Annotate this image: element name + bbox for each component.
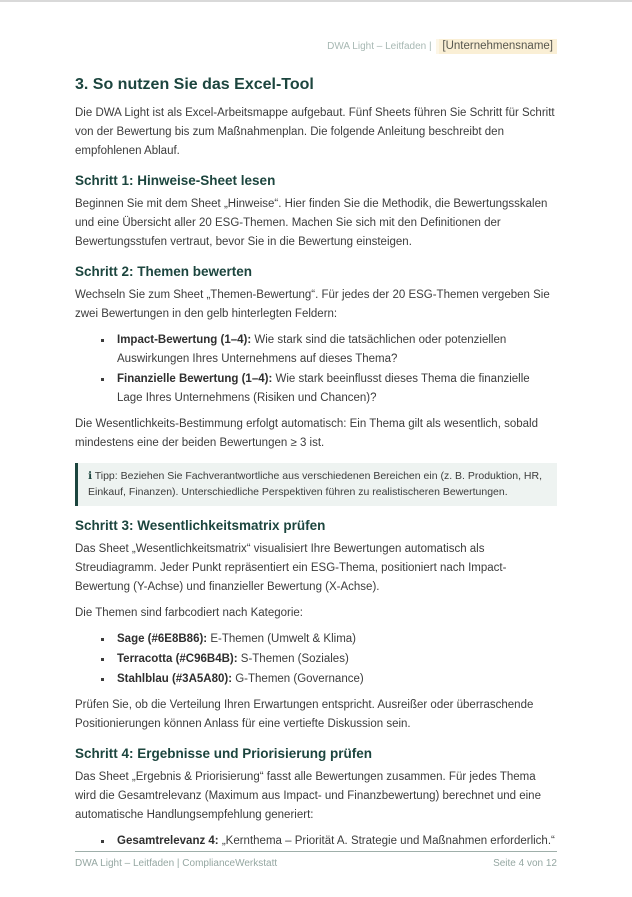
bullet-icon [101, 339, 104, 342]
tip-callout [75, 463, 557, 506]
intro-paragraph: Die DWA Light ist als Excel-Arbeitsmappe aufgebaut. Fünf Sheets führen Sie Schritt für Schritt von der Bewertung bis zum Maßnahmenplan. Die folgende Anleitung beschreibt den empfohlenen Ablauf. [75, 107, 555, 157]
list-item-text: Wie stark sind die tatsächlichen oder potenziellen Auswirkungen Ihres Unternehmens auf dieses Thema? [117, 334, 507, 365]
step2-heading: Schritt 2: Themen bewerten [75, 264, 253, 279]
list-item-term: Impact-Bewertung (1–4): [117, 334, 252, 346]
bullet-icon [101, 638, 104, 641]
header-document-title: DWA Light – Leitfaden | [327, 41, 435, 52]
list-item [75, 650, 557, 669]
step3-heading: Schritt 3: Wesentlichkeitsmatrix prüfen [75, 518, 326, 533]
list-item-term: Stahlblau (#3A5A80): [117, 673, 233, 685]
step3-paragraph-2: Die Themen sind farbcodiert nach Kategorie: [75, 607, 304, 619]
step3-bullet-list [75, 630, 557, 689]
list-item-term: Finanzielle Bewertung (1–4): [117, 373, 273, 385]
list-item-term: Sage (#6E8B86): [117, 633, 208, 645]
step2-paragraph: Wechseln Sie zum Sheet „Themen-Bewertung“. Für jedes der 20 ESG-Themen vergeben Sie zwei Bewertungen in den gelb hinterlegten Feldern: [75, 289, 550, 320]
list-item-term: Terracotta (#C96B4B): [117, 653, 238, 665]
step2-bullet-list [75, 331, 557, 408]
bullet-icon [101, 378, 104, 381]
list-item [75, 670, 557, 689]
document-body [0, 75, 632, 851]
bullet-icon [101, 678, 104, 681]
footer-document-title: DWA Light – Leitfaden | ComplianceWerkstatt [75, 858, 278, 869]
step4-bullet-list [75, 832, 557, 851]
step1-paragraph: Beginnen Sie mit dem Sheet „Hinweise“. Hier finden Sie die Methodik, die Bewertungsskalen und eine Übersicht aller 20 ESG-Themen. Machen Sie sich mit den Definitionen der Bewertungsstufen vertraut, bevor Sie in die Bewertung einsteigen. [75, 198, 548, 248]
list-item [75, 370, 557, 408]
list-item [75, 630, 557, 649]
list-item-term: Gesamtrelevanz 4: [117, 835, 219, 847]
step4-paragraph: Das Sheet „Ergebnis & Priorisierung“ fasst alle Bewertungen zusammen. Für jedes Thema wird die Gesamtrelevanz (Maximum aus Impact- und Finanzbewertung) berechnet und eine automatische Handlungsempfehlung generiert: [75, 771, 541, 821]
tip-text: Tipp: Beziehen Sie Fachverantwortliche aus verschiedenen Bereichen ein (z. B. Produktion, HR, Einkauf, Finanzen). Unterschiedliche Perspektiven führen zu realistischeren Bewertungen. [88, 470, 542, 498]
footer-page-number: Seite 4 von 12 [493, 858, 557, 869]
footer-divider [75, 851, 557, 852]
page-header [0, 2, 632, 54]
list-item-text: Wie stark beeinflusst dieses Thema die finanzielle Lage Ihres Unternehmens (Risiken und Chancen)? [117, 373, 530, 404]
page-title: 3. So nutzen Sie das Excel-Tool [75, 76, 314, 93]
company-name-placeholder-field[interactable]: [Unternehmensname] [436, 39, 557, 54]
list-item-text: E-Themen (Umwelt & Klima) [207, 633, 357, 645]
info-icon: ℹ [88, 470, 92, 482]
bullet-icon [101, 658, 104, 661]
list-item-text: „Kernthema – Priorität A. Strategie und Maßnahmen erforderlich.“ [218, 835, 555, 847]
step2-after-paragraph: Die Wesentlichkeits-Bestimmung erfolgt automatisch: Ein Thema gilt als wesentlich, sobald mindestens eine der beiden Bewertungen ≥ 3 ist. [75, 418, 538, 449]
step3-after-paragraph: Prüfen Sie, ob die Verteilung Ihren Erwartungen entspricht. Ausreißer oder überraschende Positionierungen können Anlass für eine vertiefte Diskussion sein. [75, 699, 534, 730]
list-item [75, 331, 557, 369]
list-item-text: S-Themen (Soziales) [237, 653, 349, 665]
page-footer [75, 851, 557, 869]
bullet-icon [101, 840, 104, 843]
step4-heading: Schritt 4: Ergebnisse und Priorisierung prüfen [75, 746, 373, 761]
list-item [75, 832, 557, 851]
step1-heading: Schritt 1: Hinweise-Sheet lesen [75, 173, 276, 188]
step3-paragraph: Das Sheet „Wesentlichkeitsmatrix“ visualisiert Ihre Bewertungen automatisch als Streudiagramm. Jeder Punkt repräsentiert ein ESG-Thema, positioniert nach Impact-Bewertung (Y-Achse) und finanzieller Bewertung (X-Achse). [75, 543, 507, 593]
list-item-text: G-Themen (Governance) [232, 673, 364, 685]
